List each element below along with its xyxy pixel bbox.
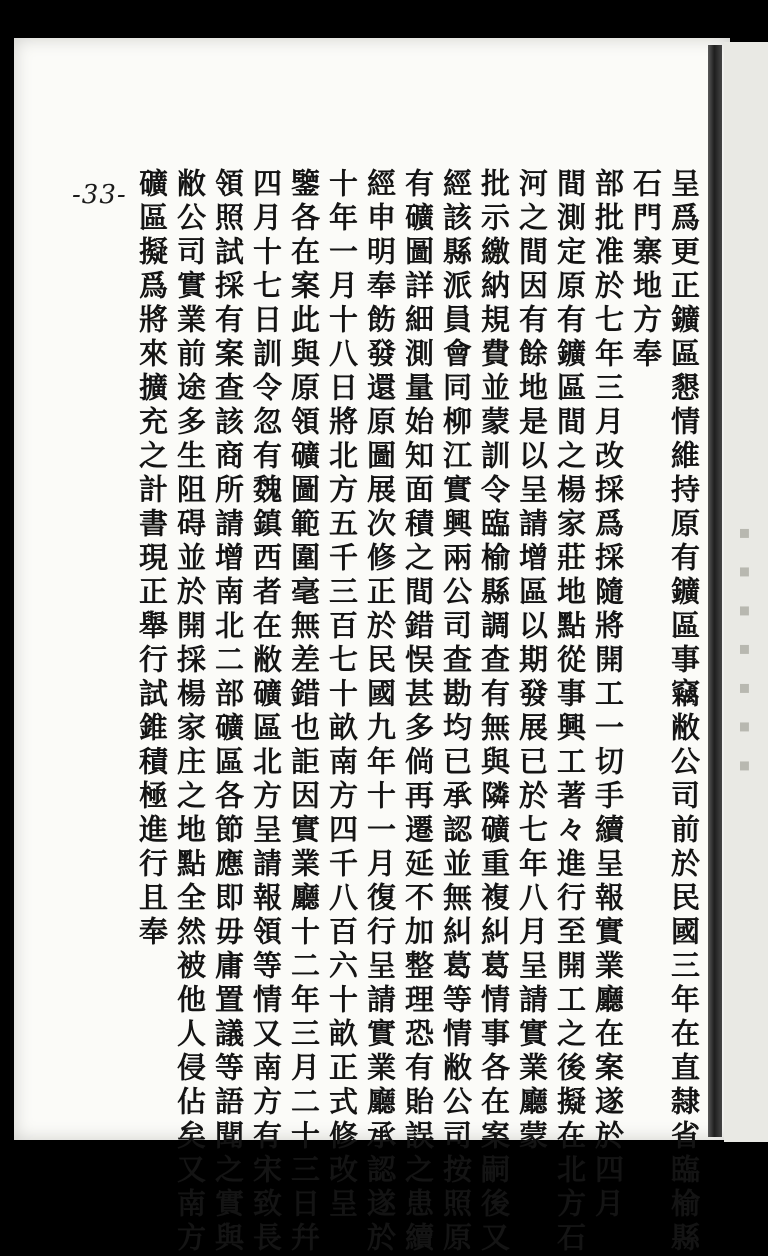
text-column-5: 河之間因有餘地是以呈請增區以期發展已於七年八月呈請實業廳蒙 [515,168,549,1154]
vertical-text-block [116,168,701,1256]
text-column-7: 經該縣派員會同柳江實興兩公司查勘均已承認並無糾葛等情敝公司按照原 [439,168,473,1256]
text-column-10: 十年一月十八日將北方五千三百七十畝南方四千八百六十畝正式修改呈 [325,168,359,1222]
book-spine [708,45,722,1137]
text-column-13: 領照試採有案查該商所請增南北二部礦區各節應即毋庸置議等語聞之實與 [211,168,245,1256]
adjacent-page-edge [724,42,768,1142]
text-column-9: 經申明奉飭發還原圖展次修正於民國九年十一月復行呈請實業廳承認遂於 [363,168,397,1256]
text-column-4: 間測定原有鑛區間之楊家莊地點從事興工著々進行至開工之後擬在北方石 [553,168,587,1256]
text-column-6: 批示繳納規費並蒙訓令臨榆縣調查有無與隣礦重複糾葛情事各在案嗣後又 [477,168,511,1256]
text-column-8: 有礦圖詳細測量始知面積之間錯悮甚多倘再遷延不加整理恐有貽誤之患續 [401,168,435,1256]
text-column-2: 石門寨地方奉 [629,168,663,372]
text-column-15: 礦區擬爲將來擴充之計書現正舉行試錐積極進行且奉 [135,168,169,950]
page-number: -33- [72,180,127,210]
text-column-1: 呈爲更正鑛區懇情維持原有鑛區事竊敝公司前於民國三年在直隸省臨榆縣 [667,168,701,1256]
text-column-11: 鑒各在案此與原領礦圖範圍毫無差錯也詎因實業廳十二年三月二十三日幷 [287,168,321,1256]
text-column-14: 敝公司實業前途多生阻碍並於開採楊家庄之地點全然被他人侵佔矣又南方 [173,168,207,1256]
text-column-12: 四月十七日訓令忽有魏鎮西者在敝礦區北方呈請報領等情又南方有宋致長 [249,168,283,1256]
bleed-through-marks: ▪ ▪ ▪ ▪ ▪ ▪ ▪ [734,522,755,782]
text-column-3: 部批准於七年三月改採爲採隨將開工一切手續呈報實業廳在案遂於四月 [591,168,625,1222]
